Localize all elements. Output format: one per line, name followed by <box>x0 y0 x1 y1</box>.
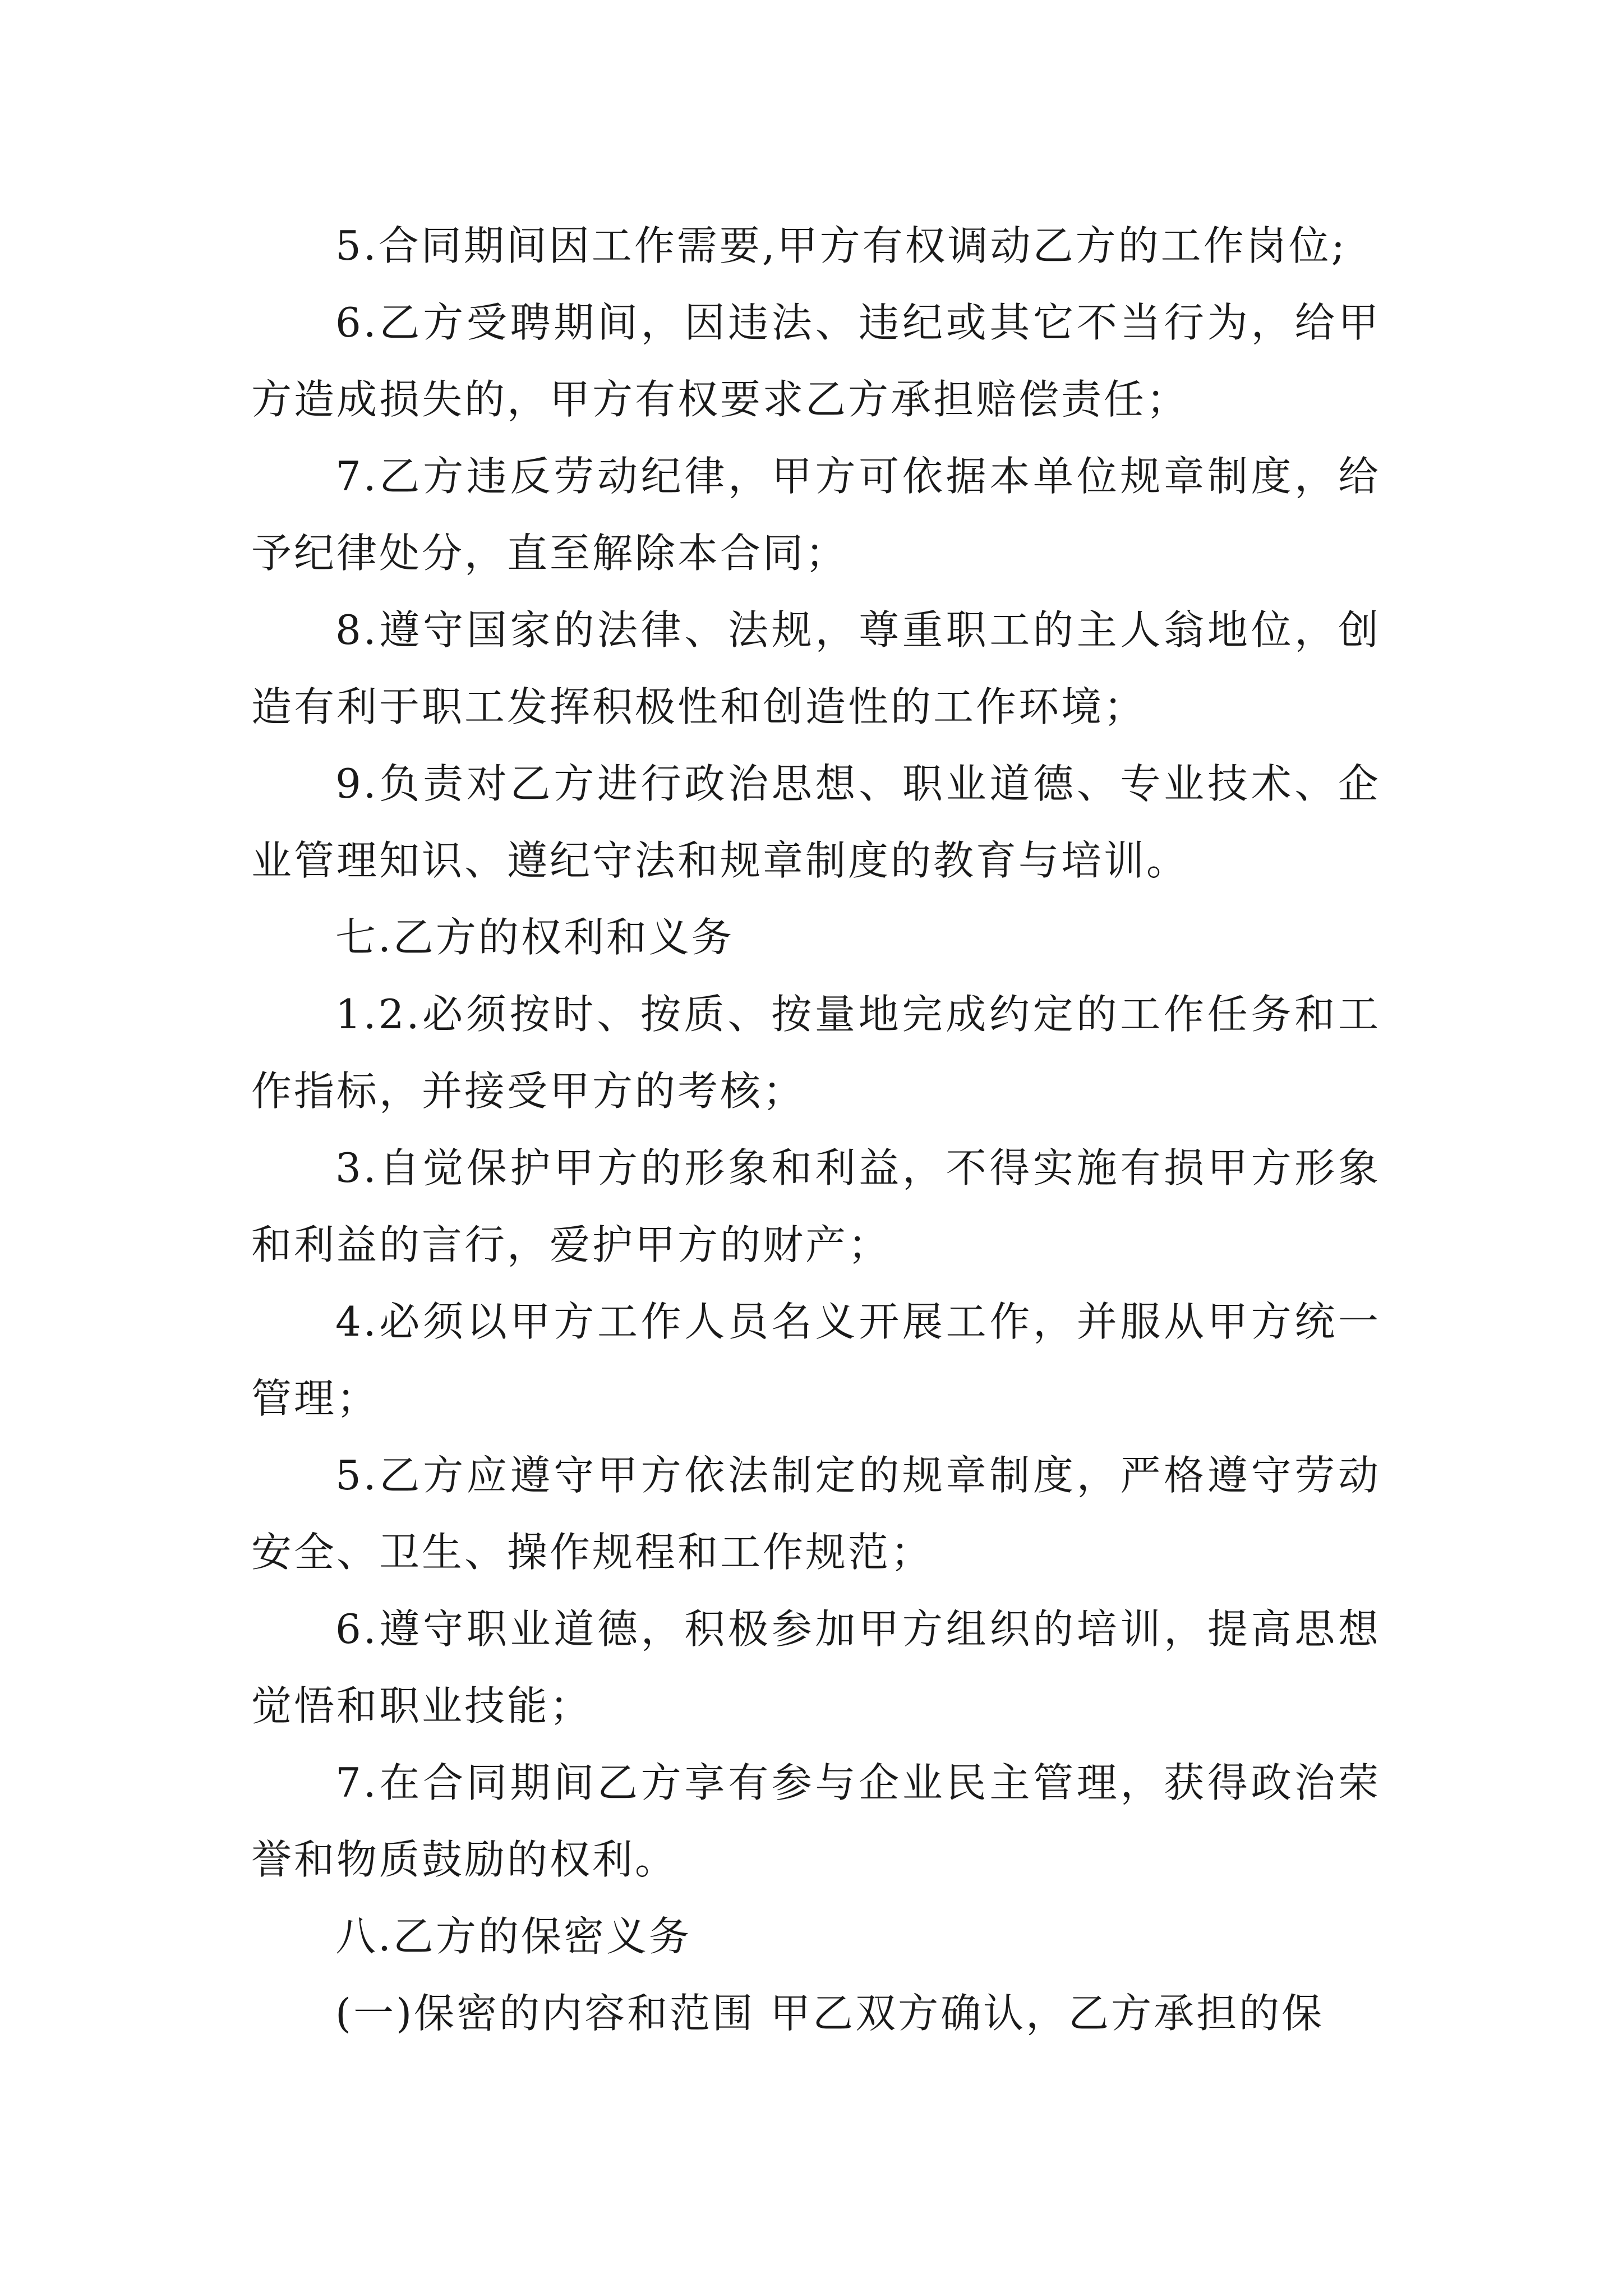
paragraph-b-clause-5-rules: 5.乙方应遵守甲方依法制定的规章制度，严格遵守劳动安全、卫生、操作规程和工作规范； <box>251 1452 1381 1576</box>
paragraph-clause-6-compensation: 6.乙方受聘期间，因违法、违纪或其它不当行为，给甲方造成损失的，甲方有权要求乙方承担赔偿责任； <box>251 299 1381 423</box>
paragraph-b-clause-6-ethics: 6.遵守职业道德，积极参加甲方组织的培训，提高思想觉悟和职业技能； <box>251 1605 1381 1729</box>
section-heading-party-b-rights: 七.乙方的权利和义务 <box>335 914 734 961</box>
paragraph-b-clause-4-management: 4.必须以甲方工作人员名义开展工作，并服从甲方统一管理； <box>251 1298 1381 1422</box>
section-heading-confidentiality: 八.乙方的保密义务 <box>335 1913 691 1960</box>
paragraph-b-clause-1-2-tasks: 1.2.必须按时、按质、按量地完成约定的工作任务和工作指标，并接受甲方的考核； <box>251 991 1381 1115</box>
paragraph-b-clause-7-democracy: 7.在合同期间乙方享有参与企业民主管理，获得政治荣誉和物质鼓励的权利。 <box>251 1759 1381 1883</box>
paragraph-clause-8-law-compliance: 8.遵守国家的法律、法规，尊重职工的主人翁地位，创造有利于职工发挥积极性和创造性的工作环境； <box>251 606 1381 730</box>
paragraph-clause-9-training: 9.负责对乙方进行政治思想、职业道德、专业技术、企业管理知识、遵纪守法和规章制度的教育与培训。 <box>251 760 1381 884</box>
paragraph-confidentiality-scope: (一)保密的内容和范围 甲乙双方确认，乙方承担的保 <box>335 1990 1325 2037</box>
paragraph-clause-5-job-transfer: 5.合同期间因工作需要,甲方有权调动乙方的工作岗位; <box>335 222 1347 269</box>
paragraph-clause-7-discipline: 7.乙方违反劳动纪律，甲方可依据本单位规章制度，给予纪律处分，直至解除本合同； <box>251 453 1381 577</box>
paragraph-b-clause-3-image: 3.自觉保护甲方的形象和利益，不得实施有损甲方形象和利益的言行，爱护甲方的财产； <box>251 1144 1381 1268</box>
document-body <box>251 208 1381 2052</box>
